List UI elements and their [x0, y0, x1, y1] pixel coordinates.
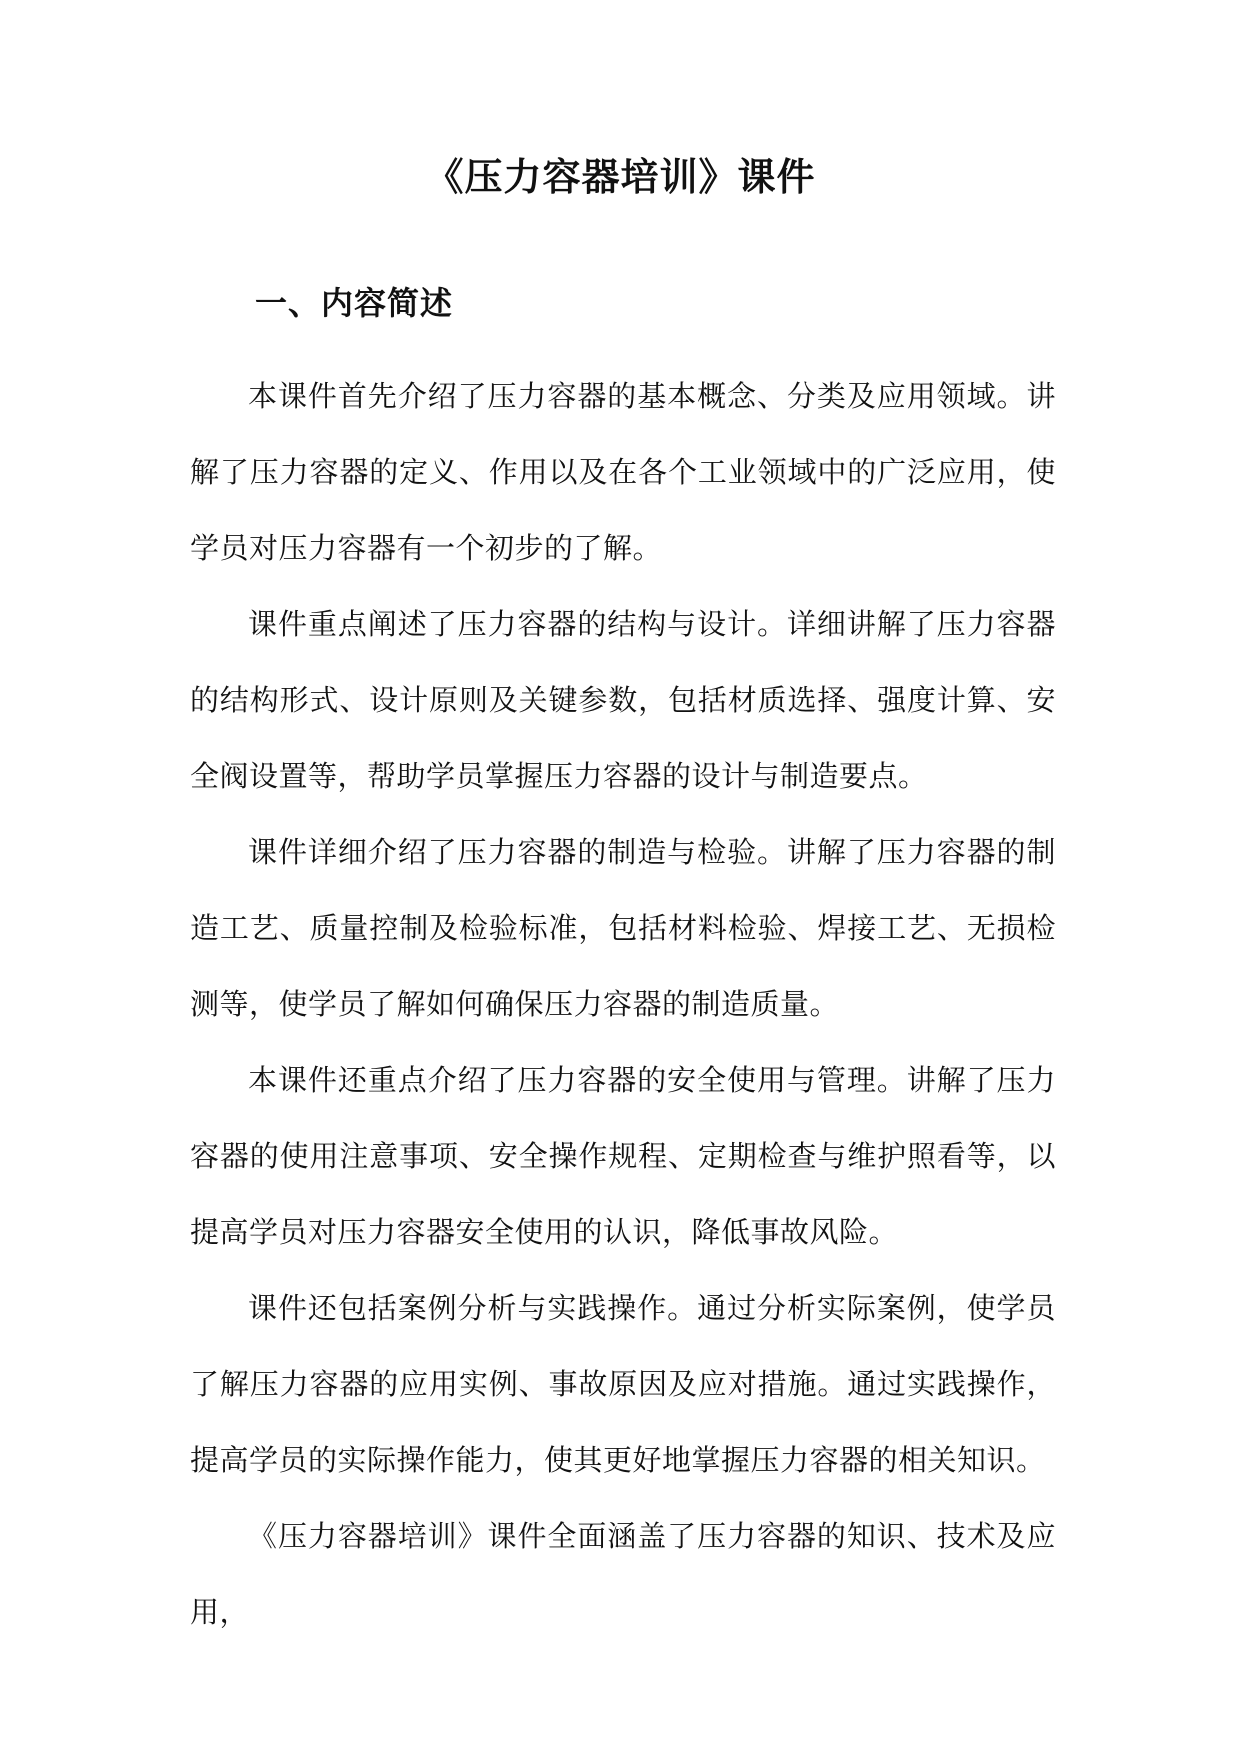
paragraph: 课件重点阐述了压力容器的结构与设计。详细讲解了压力容器的结构形式、设计原则及关键参数，包括材质选择、强度计算、安全阀设置等，帮助学员掌握压力容器的设计与制造要点。 [190, 607, 1056, 793]
paragraph: 本课件首先介绍了压力容器的基本概念、分类及应用领域。讲解了压力容器的定义、作用以及在各个工业领域中的广泛应用，使学员对压力容器有一个初步的了解。 [190, 379, 1056, 565]
body-text [190, 358, 1056, 1650]
document-title: 《压力容器培训》课件 [425, 154, 816, 199]
section-heading: 一、内容简述 [255, 284, 454, 322]
paragraph: 课件详细介绍了压力容器的制造与检验。讲解了压力容器的制造工艺、质量控制及检验标准，包括材料检验、焊接工艺、无损检测等，使学员了解如何确保压力容器的制造质量。 [190, 835, 1056, 1021]
paragraph: 课件还包括案例分析与实践操作。通过分析实际案例，使学员了解压力容器的应用实例、事故原因及应对措施。通过实践操作，提高学员的实际操作能力，使其更好地掌握压力容器的相关知识。 [190, 1291, 1056, 1477]
paragraph: 本课件还重点介绍了压力容器的安全使用与管理。讲解了压力容器的使用注意事项、安全操作规程、定期检查与维护照看等，以提高学员对压力容器安全使用的认识，降低事故风险。 [190, 1063, 1056, 1249]
paragraph: 《压力容器培训》课件全面涵盖了压力容器的知识、技术及应用， [190, 1519, 1056, 1629]
